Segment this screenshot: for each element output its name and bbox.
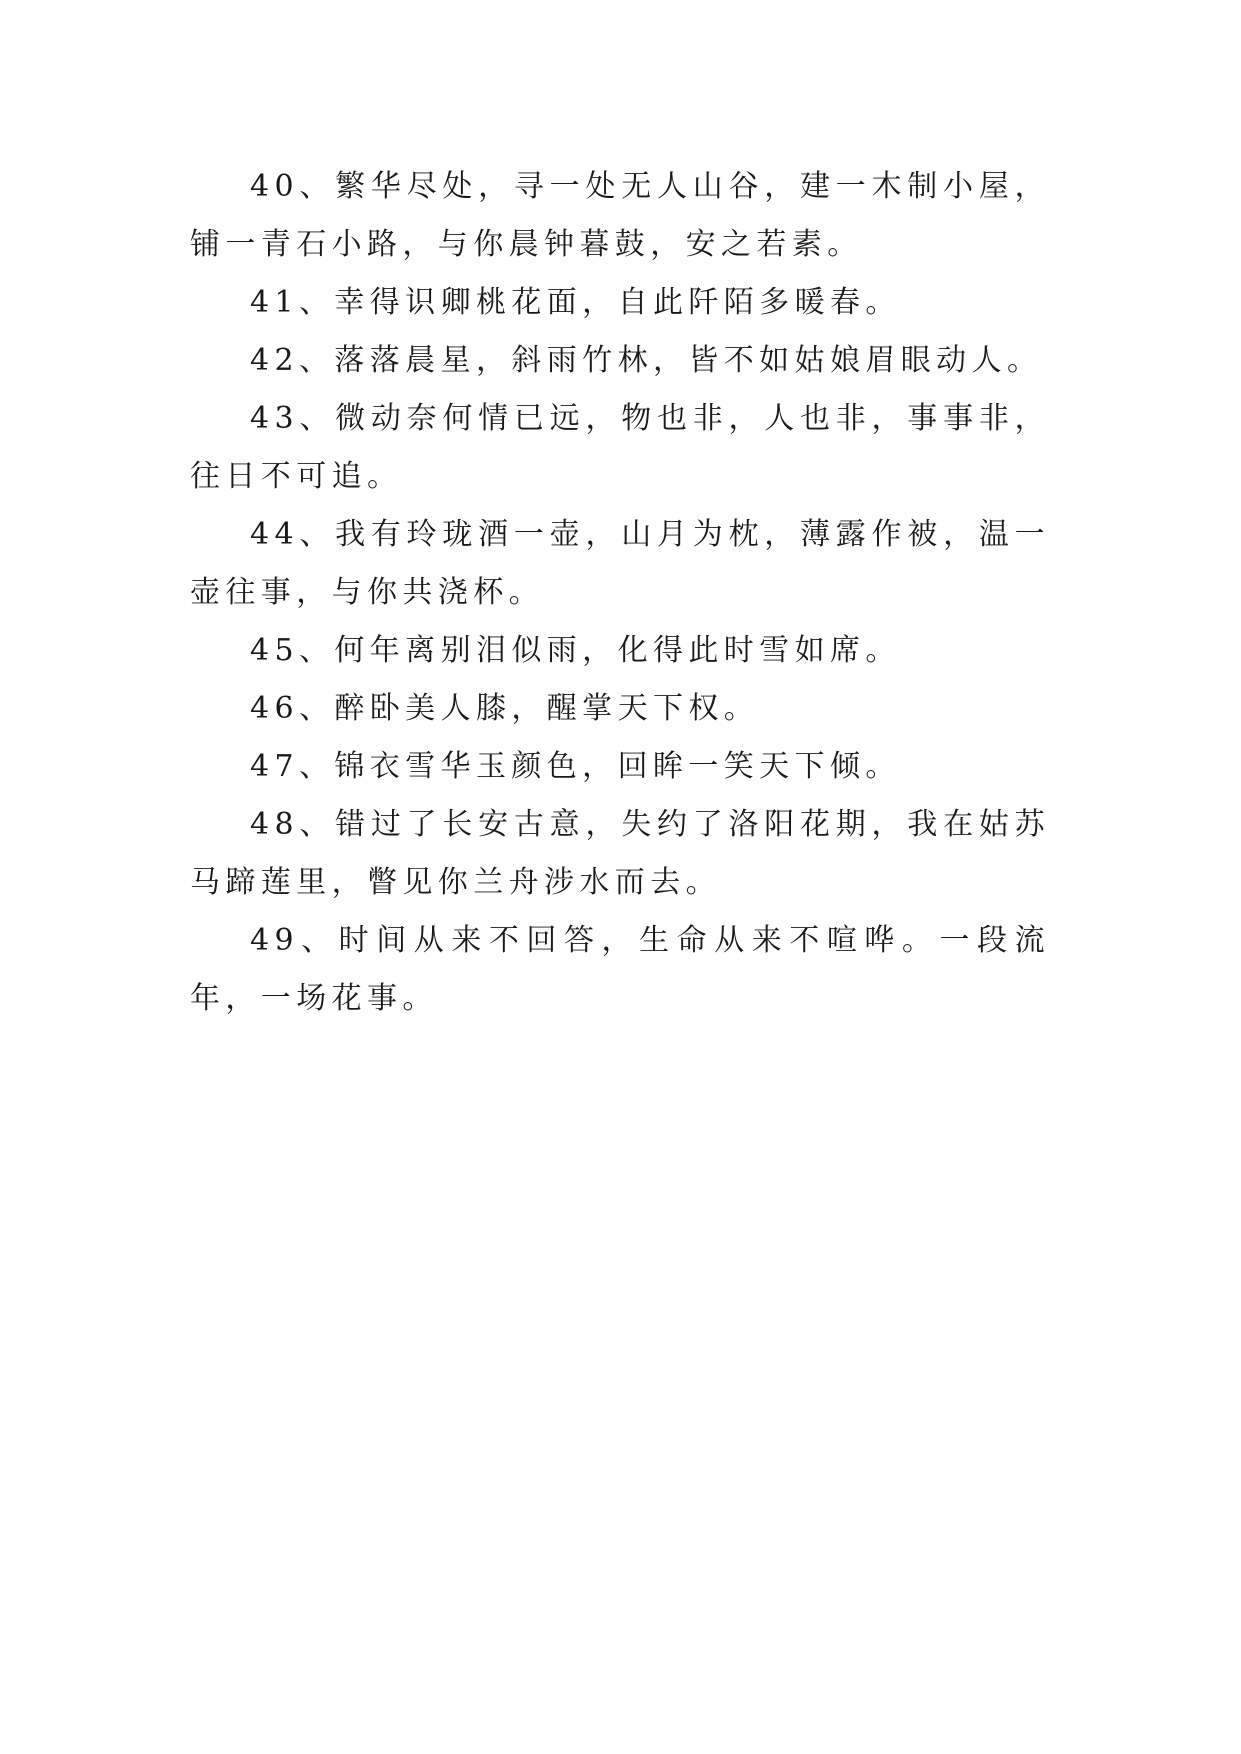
paragraph-46: 46、醉卧美人膝，醒掌天下权。 (250, 691, 760, 726)
paragraph-43: 43、微动奈何情已远，物也非，人也非，事事非，往日不可追。 (190, 401, 1050, 494)
paragraph-49: 49、时间从来不回答，生命从来不喧哗。一段流年，一场花事。 (190, 923, 1050, 1016)
paragraph-41: 41、幸得识卿桃花面，自此阡陌多暖春。 (250, 285, 901, 320)
paragraph-45: 45、何年离别泪似雨，化得此时雪如席。 (250, 633, 901, 668)
paragraph-40: 40、繁华尽处，寻一处无人山谷，建一木制小屋，铺一青石小路，与你晨钟暮鼓，安之若素。 (190, 169, 1050, 262)
document-body (190, 158, 1050, 1028)
paragraph-47: 47、锦衣雪华玉颜色，回眸一笑天下倾。 (250, 749, 901, 784)
paragraph-44: 44、我有玲珑酒一壶，山月为枕，薄露作被，温一壶往事，与你共浇杯。 (190, 517, 1050, 610)
paragraph-42: 42、落落晨星，斜雨竹林，皆不如姑娘眉眼动人。 (250, 343, 1043, 378)
paragraph-48: 48、错过了长安古意，失约了洛阳花期，我在姑苏马蹄莲里，瞥见你兰舟涉水而去。 (190, 807, 1050, 900)
